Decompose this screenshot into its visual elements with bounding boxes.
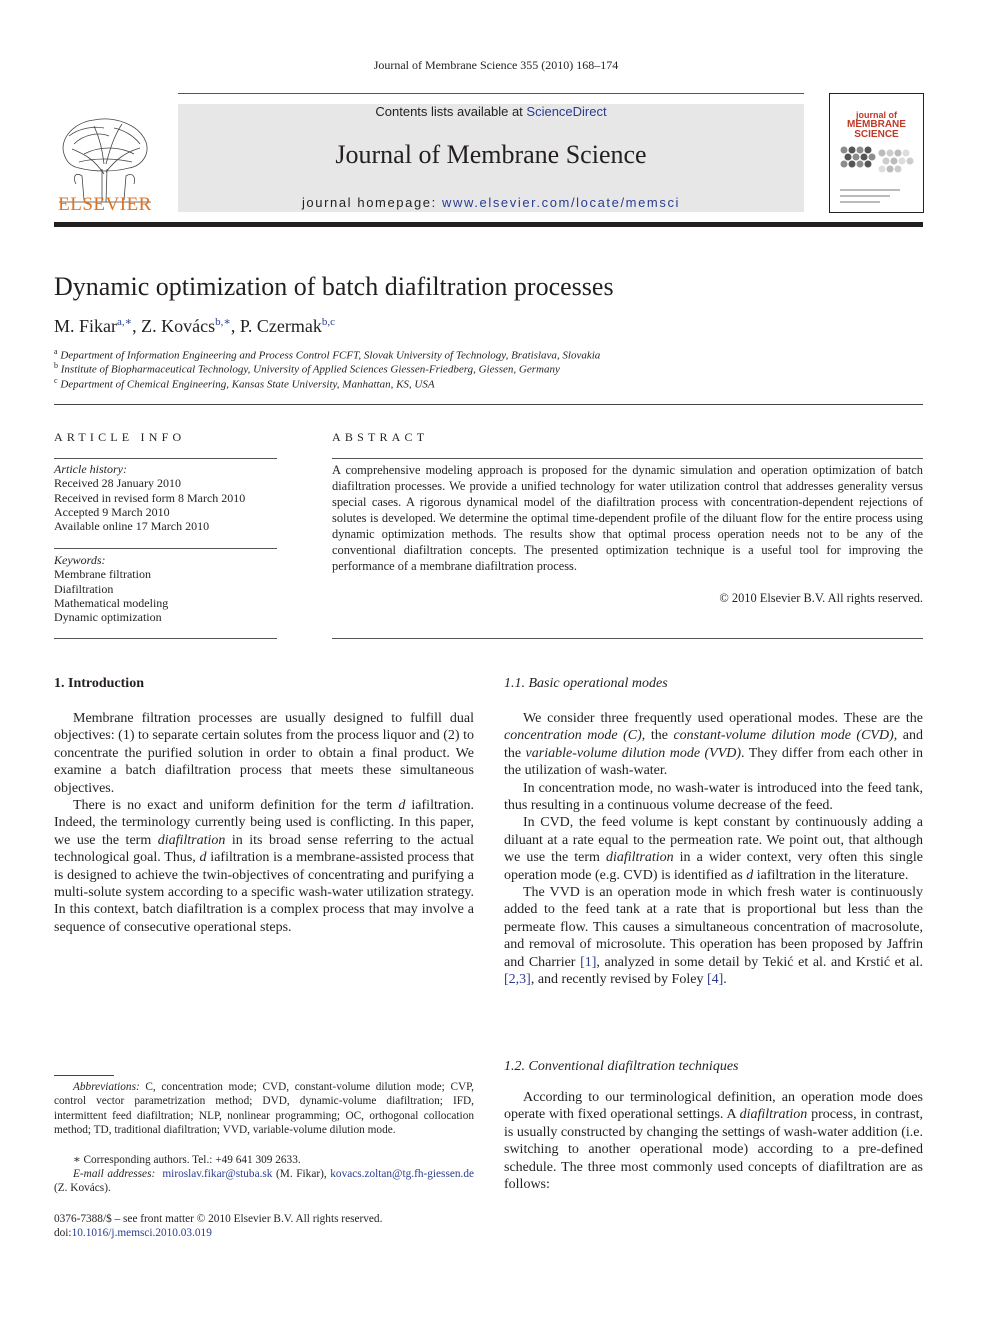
affiliation-text: Department of Chemical Engineering, Kansas State University, Manhattan, KS, USA xyxy=(60,378,435,391)
modes-body xyxy=(504,710,923,989)
text-run: , the xyxy=(641,728,674,744)
doi-prefix: doi: xyxy=(54,1227,72,1239)
email-link[interactable]: kovacs.zoltan@tg.fh-giessen.de xyxy=(330,1168,474,1180)
journal-banner xyxy=(178,104,804,212)
text-run: process, in contrast, is usually constructed by changing the settings of wash-water addition (i.e. switching to another operational mode) according to a pre-defined schedule. The three most commonly used concepts of diafiltration are as follows: xyxy=(504,1107,923,1193)
affiliation-mark: a xyxy=(54,347,58,356)
history-entry: Available online 17 March 2010 xyxy=(54,519,210,534)
affiliation-text: Department of Information Engineering and Process Control FCFT, Slovak University of Technology, Bratislava, Slovakia xyxy=(60,349,601,362)
affiliation xyxy=(54,376,435,391)
elsevier-wordmark xyxy=(54,194,156,216)
author-affil-mark[interactable]: a,∗ xyxy=(117,316,133,328)
paragraph xyxy=(504,1089,923,1193)
abstract-rule xyxy=(332,638,923,639)
history-entry: Received 28 January 2010 xyxy=(54,476,181,491)
homepage-link[interactable]: www.elsevier.com/locate/memsci xyxy=(442,195,681,210)
article-info-rule xyxy=(54,638,277,639)
text-run: According to our terminological definition, an operation mode does operate with fixed operational settings. A xyxy=(504,1090,923,1123)
author-name: P. Czermak xyxy=(239,316,322,336)
affiliation xyxy=(54,347,600,362)
text-run: The VVD is an operation mode in which fresh water is continuously added to the feed tank at a rate that is proportional but less than the permeate flow. This causes a simultaneous concentration of macrosolute, and removal of microsolute. This operation has been proposed by Jaffrin and Charrier xyxy=(504,885,923,970)
header-rule xyxy=(178,93,804,94)
cover-title-line: SCIENCE xyxy=(854,129,899,140)
abstract-text: A comprehensive modeling approach is proposed for the dynamic simulation and operation optimization of batch diafiltration processes. We provide a unified technology for water utilization control that addresses generality versus special cases. A rigorous dynamical model of the diafiltration process with concentration-dependent rejections of solutes is developed. We determine the optimal time-dependent profile of the diluant flow for the entire process using dynamic optimization methods. The results show that optimal process operation needs not to be any of the conventional diafiltration concepts. The presented optimization technique is a useful tool for improving the performance of a membrane diafiltration process. xyxy=(332,463,923,573)
history-label: Article history: xyxy=(54,462,127,476)
subsection-heading: 1.2. Conventional diafiltration techniques xyxy=(504,1059,739,1074)
citation-link[interactable]: [4] xyxy=(706,972,724,988)
paragraph xyxy=(504,814,923,884)
issn-line: 0376-7388/$ – see front matter © 2010 Elsevier B.V. All rights reserved. xyxy=(54,1213,383,1225)
text-run: , and the xyxy=(504,728,924,761)
keyword: Dynamic optimization xyxy=(54,610,162,625)
footnote-emails xyxy=(54,1167,474,1196)
abbrev-text: C, concentration mode; CVD, constant-volume dilution mode; CVP, control vector parametrization method; DVD, dynamic-volume diafiltration; IFD, intermittent feed diafiltration; NLP, nonlinear programming; OC, orthogonal collocation method; TD, traditional diafiltration; VVD, variable-volume dilution mode. xyxy=(54,1081,474,1136)
doi-link[interactable]: 10.1016/j.memsci.2010.03.019 xyxy=(71,1227,212,1239)
text-run: in its broad sense referring to the actual technological goal. Thus, xyxy=(54,832,474,866)
abstract-copyright: © 2010 Elsevier B.V. All rights reserved. xyxy=(719,591,923,605)
section-heading: 1. Introduction xyxy=(54,676,144,691)
keywords-label: Keywords: xyxy=(54,553,106,567)
footnote-corresponding xyxy=(54,1153,474,1167)
text-run: variable-volume dilution mode (VVD) xyxy=(525,745,742,761)
article-info-rule xyxy=(54,548,277,549)
cover-title-line: MEMBRANE xyxy=(847,119,906,130)
paragraph: In concentration mode, no wash-water is introduced into the feed tank, thus resulting in a continuous volume decrease of the feed. xyxy=(504,780,923,814)
text-run: diafiltration xyxy=(739,1107,808,1123)
doi-line xyxy=(54,1226,212,1240)
cover-title xyxy=(830,110,923,140)
homepage-line xyxy=(178,195,804,210)
intro-body xyxy=(54,710,474,936)
contents-prefix: Contents lists available at xyxy=(375,104,527,119)
history-entry: Accepted 9 March 2010 xyxy=(54,504,170,519)
publisher-name: ELSEVIER xyxy=(58,194,152,215)
text-run: d xyxy=(199,850,207,866)
author-separator: , xyxy=(230,316,240,336)
text-run: . They differ from each other in the utilization of wash-water. xyxy=(504,745,923,779)
techniques-body xyxy=(504,1089,923,1193)
footnote-rule xyxy=(54,1075,114,1076)
email-label: E-mail addresses: xyxy=(73,1168,156,1180)
contents-line xyxy=(178,104,804,119)
keyword: Membrane filtration xyxy=(54,567,151,582)
subsection-heading: 1.1. Basic operational modes xyxy=(504,676,668,691)
text-run: iafiltration in the literature. xyxy=(753,867,909,883)
cover-title-line: journal of xyxy=(856,110,897,120)
text-run: , analyzed in some detail by Tekić et al. and Krstić et al. xyxy=(596,954,923,970)
paragraph xyxy=(504,884,923,988)
affiliation-mark: c xyxy=(54,376,58,385)
footnote-abbreviations xyxy=(54,1080,474,1137)
header-thick-rule xyxy=(54,222,923,227)
citation-link[interactable]: [2,3] xyxy=(504,972,531,988)
keywords xyxy=(54,553,168,624)
title-block-rule xyxy=(54,404,923,405)
text-run: d xyxy=(398,798,406,814)
affiliation-text: Institute of Biopharmaceutical Technology, University of Applied Sciences Giessen-Friedberg, Giessen, Germany xyxy=(60,363,560,376)
email-owner: (M. Fikar), xyxy=(272,1168,331,1180)
journal-citation: Journal of Membrane Science 355 (2010) 168–174 xyxy=(373,58,619,72)
text-run: There is no exact and uniform definition for the term xyxy=(73,798,399,814)
author-name: M. Fikar xyxy=(54,316,117,336)
keyword: Mathematical modeling xyxy=(54,595,169,610)
email-link[interactable]: miroslav.fikar@stuba.sk xyxy=(162,1168,273,1180)
cover-text-line xyxy=(840,201,880,203)
article-history xyxy=(54,462,245,533)
text-run: iafiltration. Indeed, the terminology currently being used is conflicting. In this paper, we use the term xyxy=(54,798,474,848)
text-run: . xyxy=(723,972,727,988)
article-title: Dynamic optimization of batch diafiltration processes xyxy=(54,272,614,301)
text-run: , and recently revised by Foley xyxy=(530,972,707,988)
paragraph: Membrane filtration processes are usually designed to fulfill dual objectives: (1) to separate certain solutes from the process liquor and (2) to concentrate the purified solution in order to obtain a final product. We examine a batch diafiltration process that meets these simultaneous objectives. xyxy=(54,711,474,796)
abbrev-label: Abbreviations: xyxy=(73,1081,140,1093)
text-run: in a wider context, very often this single operation mode (e.g. CVD) is identified as xyxy=(504,850,923,883)
email-owner: (Z. Kovács). xyxy=(54,1182,111,1195)
text-run: diafiltration xyxy=(605,850,674,866)
text-run: constant-volume dilution mode (CVD) xyxy=(673,728,894,744)
paragraph xyxy=(54,797,474,936)
author-name: Z. Kovács xyxy=(141,316,216,336)
history-entry: Received in revised form 8 March 2010 xyxy=(54,490,246,505)
corresponding-text: ∗ Corresponding authors. Tel.: +49 641 309 2633. xyxy=(73,1154,301,1166)
affiliation-mark: b xyxy=(54,361,58,370)
text-run: diafiltration xyxy=(157,832,226,848)
sciencedirect-link[interactable]: ScienceDirect xyxy=(526,104,607,119)
journal-title: Journal of Membrane Science xyxy=(335,140,647,169)
abstract-rule xyxy=(332,458,923,459)
text-run: We consider three frequently used operational modes. These are the xyxy=(523,711,923,726)
text-run: d xyxy=(746,867,754,883)
keyword: Diafiltration xyxy=(54,581,114,596)
text-run: concentration mode (C) xyxy=(504,728,642,744)
abstract-heading: ABSTRACT xyxy=(332,430,429,444)
affiliation xyxy=(54,361,560,376)
paragraph xyxy=(504,710,923,780)
author-separator: , xyxy=(132,316,142,336)
citation-link[interactable]: [1] xyxy=(580,954,597,970)
article-info-heading: ARTICLE INFO xyxy=(54,430,186,444)
cover-text-line xyxy=(840,189,900,191)
journal-cover-thumbnail[interactable] xyxy=(829,93,924,213)
text-run: iafiltration is a membrane-assisted process that is designed to achieve the twin-objectives of concentrating and purifying a multi-solute system according to a specific wash-water utilization strategy. In this context, batch diafiltration is a complex process that may involve a sequence of consecutive operational steps. xyxy=(54,850,475,935)
cover-molecule-graphic xyxy=(838,144,916,176)
homepage-prefix: journal homepage: xyxy=(301,195,443,210)
text-run: In CVD, the feed volume is kept constant by continuously adding a diluant at a rate equal to the permeation rate. We point out, that although we use the term xyxy=(504,815,923,866)
author-affil-mark[interactable]: b,c xyxy=(321,316,335,328)
cover-text-line xyxy=(840,195,890,197)
article-info-rule xyxy=(54,458,277,459)
author-affil-mark[interactable]: b,∗ xyxy=(215,316,231,328)
author-list xyxy=(54,315,335,337)
